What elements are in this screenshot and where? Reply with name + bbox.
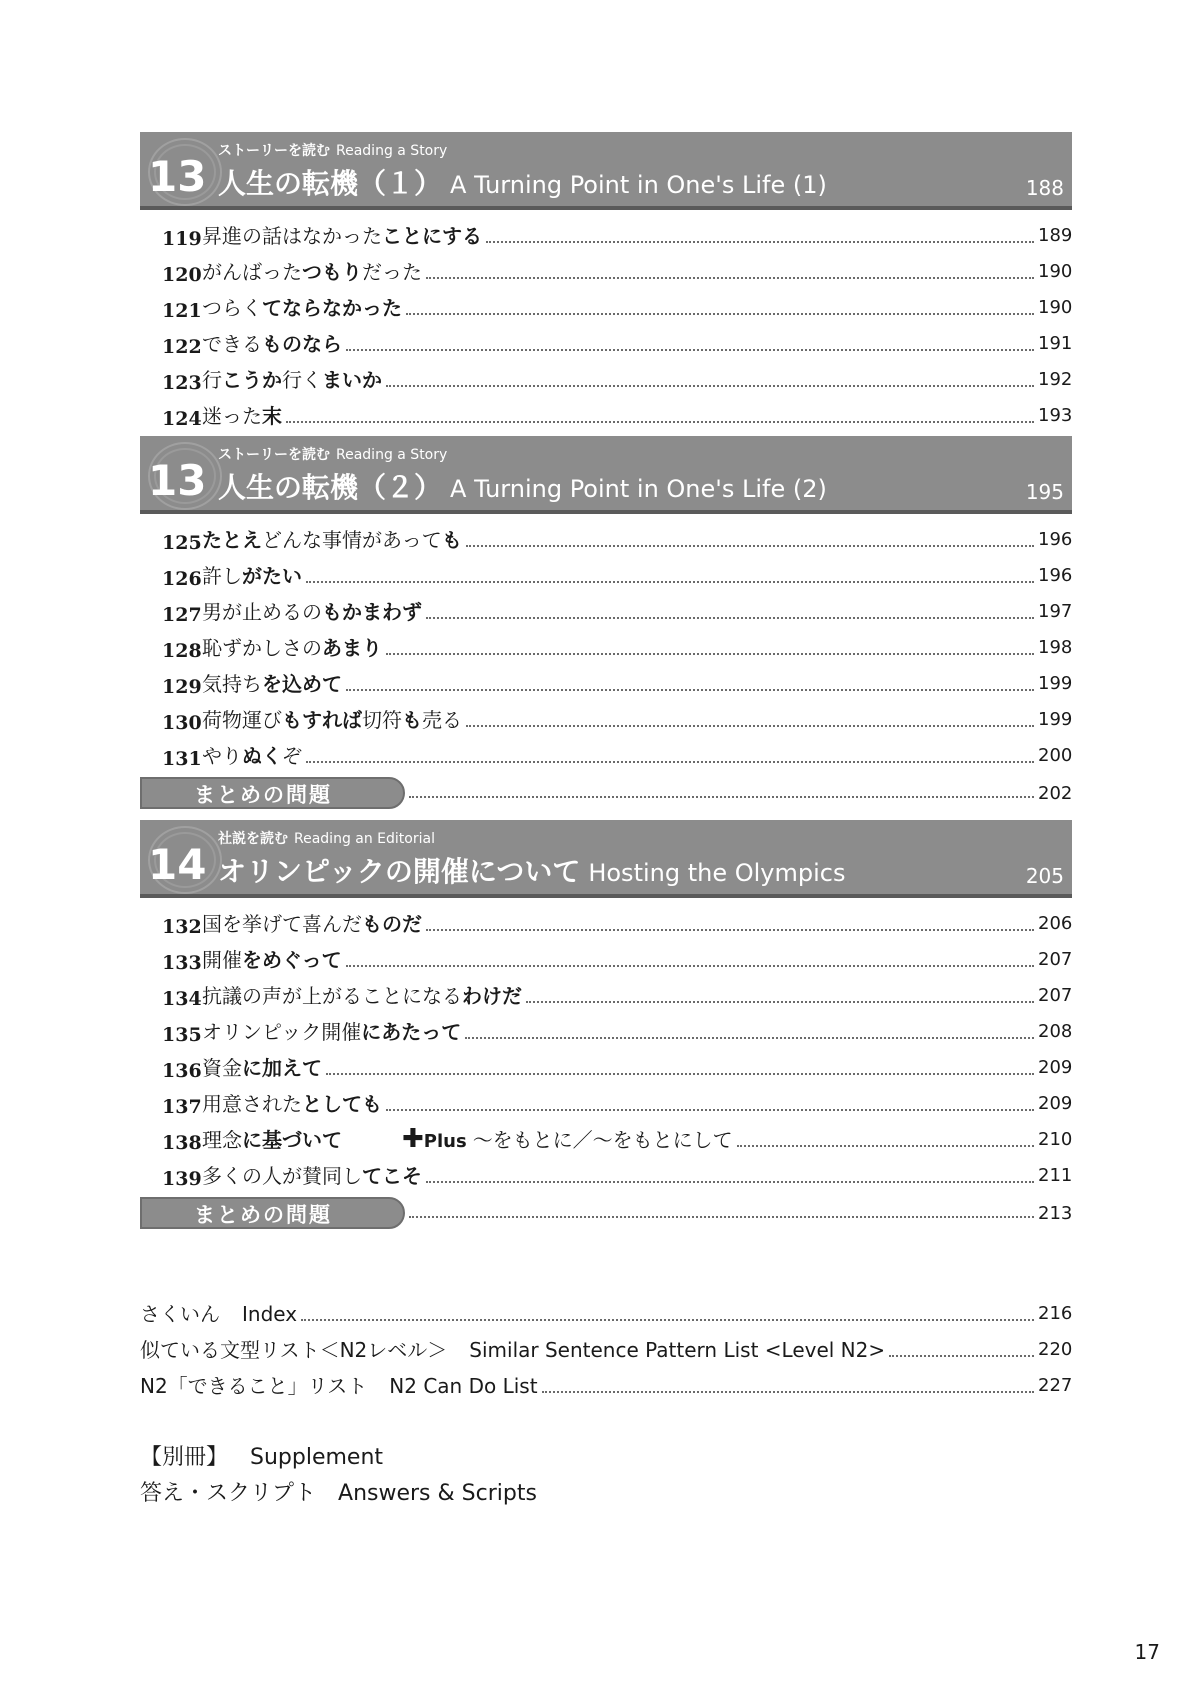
table-of-contents [140, 132, 1072, 1240]
grammar-pattern: もすれば [282, 708, 362, 732]
entry-list [140, 210, 1072, 436]
leader-dots [526, 1001, 1034, 1003]
supplement-line [140, 1476, 537, 1512]
entry-number: 139 [162, 1168, 202, 1190]
entry-page: 207 [1038, 949, 1073, 970]
entry-page: 209 [1038, 1057, 1073, 1078]
review-entry[interactable] [140, 1192, 1072, 1234]
leader-dots [346, 689, 1034, 691]
toc-entry[interactable] [140, 734, 1072, 770]
grammar-pattern: がたい [242, 564, 302, 588]
appendix-entry[interactable] [140, 1364, 1072, 1400]
example-text: がんばった [202, 260, 302, 284]
example-text: だった [362, 260, 422, 284]
chapter-page: 195 [1025, 480, 1064, 504]
example-text: 開催 [202, 948, 242, 972]
toc-entry[interactable] [140, 938, 1072, 974]
toc-entry[interactable] [140, 626, 1072, 662]
plus-note [402, 1124, 467, 1154]
appendix-en: N2 Can Do List [389, 1374, 538, 1398]
entry-page: 211 [1038, 1165, 1073, 1186]
leader-dots [466, 545, 1034, 547]
appendix-entry[interactable] [140, 1292, 1072, 1328]
entry-page: 190 [1038, 261, 1073, 282]
leader-dots [889, 1355, 1034, 1357]
entry-number: 136 [162, 1060, 202, 1082]
leader-dots [409, 1216, 1034, 1218]
chapter-kind-en: Reading an Editorial [294, 831, 435, 847]
entry-number: 129 [162, 676, 202, 698]
grammar-pattern: に基づいて [242, 1128, 342, 1152]
leader-dots [426, 277, 1034, 279]
grammar-pattern: ぬく [242, 744, 282, 768]
leader-dots [426, 929, 1034, 931]
entry-number: 119 [162, 228, 202, 250]
grammar-pattern: わけだ [462, 984, 522, 1008]
example-text: 昇進の話はなかった [202, 224, 382, 248]
entry-number: 123 [162, 372, 202, 394]
leader-dots [737, 1145, 1034, 1147]
chapter-title-ja: オリンピックの開催について [218, 855, 581, 888]
entry-text [202, 982, 522, 1010]
plus-icon: ✚ [402, 1124, 424, 1154]
entry-number: 133 [162, 952, 202, 974]
appendix-page: 220 [1038, 1339, 1073, 1360]
entry-text [202, 258, 422, 286]
example-text: 気持ち [202, 672, 262, 696]
entry-text [202, 670, 342, 698]
leader-dots [306, 761, 1034, 763]
entry-page: 198 [1038, 637, 1073, 658]
supplement-line [140, 1440, 537, 1476]
grammar-pattern: たとえ [202, 528, 262, 552]
example-text: 行 [202, 368, 222, 392]
toc-entry[interactable] [140, 358, 1072, 394]
leader-dots [301, 1319, 1034, 1321]
leader-dots [466, 725, 1034, 727]
chapter-title-ja: 人生の転機（２） [218, 471, 443, 504]
chapter-number: 13 [148, 456, 207, 505]
example-text: 恥ずかしさの [202, 636, 322, 660]
chapter-header [140, 436, 1072, 514]
chapter-title-en: A Turning Point in One's Life (2) [450, 475, 827, 503]
toc-entry[interactable] [140, 322, 1072, 358]
chapter-number: 14 [148, 840, 207, 889]
example-text: やり [202, 744, 242, 768]
entry-number: 138 [162, 1132, 202, 1154]
appendix-page: 216 [1038, 1303, 1073, 1324]
entry-page: 197 [1038, 601, 1073, 622]
leader-dots [406, 313, 1034, 315]
grammar-pattern: ものなら [262, 332, 342, 356]
appendix-list [140, 1292, 1072, 1400]
entry-page: 208 [1038, 1021, 1073, 1042]
supplement-section [140, 1440, 537, 1512]
leader-dots [306, 581, 1034, 583]
chapter-title [218, 468, 827, 509]
chapter-page: 188 [1025, 176, 1064, 200]
chapter-kind-ja: ストーリーを読む [218, 447, 330, 463]
entry-text [202, 1054, 322, 1082]
entry-list [140, 514, 1072, 820]
example-text: できる [202, 332, 262, 356]
page-number: 17 [1134, 1640, 1160, 1664]
appendix-ja: さくいん [140, 1302, 220, 1326]
grammar-pattern: もかまわず [322, 600, 422, 624]
appendix-ja: 似ている文型リスト＜N2レベル＞ [140, 1338, 448, 1362]
chapter-title [218, 852, 845, 893]
review-page: 213 [1038, 1202, 1073, 1224]
grammar-pattern: にあたって [361, 1020, 462, 1044]
entry-page: 196 [1038, 529, 1073, 550]
chapter-title-en: Hosting the Olympics [588, 859, 846, 887]
entry-number: 135 [162, 1024, 202, 1046]
supplement-ja: 【別冊】 [140, 1445, 229, 1470]
chapter-title-ja: 人生の転機（１） [218, 167, 443, 200]
entry-page: 192 [1038, 369, 1073, 390]
example-text: 男が止めるの [202, 600, 322, 624]
entry-text [202, 526, 462, 554]
entry-text [202, 598, 422, 626]
entry-text [202, 366, 382, 394]
toc-entry[interactable] [140, 662, 1072, 698]
entry-number: 134 [162, 988, 202, 1010]
example-text: つらく [202, 296, 262, 320]
example-text: 荷物運び [202, 708, 282, 732]
entry-text [202, 222, 482, 250]
entry-page: 193 [1038, 405, 1073, 426]
entry-text [202, 742, 302, 770]
leader-dots [465, 1037, 1034, 1039]
review-label: まとめの問題 [140, 777, 405, 809]
chapter-number: 13 [148, 152, 207, 201]
leader-dots [386, 385, 1034, 387]
toc-entry[interactable] [140, 590, 1072, 626]
grammar-pattern: てこそ [362, 1164, 422, 1188]
leader-dots [286, 421, 1034, 423]
entry-number: 120 [162, 264, 202, 286]
example-text: 行く [282, 368, 322, 392]
example-text: 売る [422, 708, 462, 732]
entry-text [202, 634, 382, 662]
entry-number: 132 [162, 916, 202, 938]
chapter-kind-en: Reading a Story [336, 447, 448, 463]
entry-page: 199 [1038, 709, 1073, 730]
leader-dots [386, 653, 1034, 655]
example-text: 資金 [202, 1056, 242, 1080]
entry-number: 125 [162, 532, 202, 554]
grammar-pattern: ことにする [382, 224, 482, 248]
toc-entry[interactable] [140, 286, 1072, 322]
toc-entry[interactable] [140, 518, 1072, 554]
toc-entry[interactable] [140, 394, 1072, 430]
toc-entry[interactable] [140, 974, 1072, 1010]
chapter-kind [218, 140, 447, 160]
toc-entry[interactable] [140, 902, 1072, 938]
toc-entry[interactable] [140, 1046, 1072, 1082]
leader-dots [346, 349, 1034, 351]
entry-text [202, 1018, 461, 1046]
grammar-pattern: つもり [302, 260, 362, 284]
entry-number: 122 [162, 336, 202, 358]
leader-dots [386, 1109, 1034, 1111]
example-text: 迷った [202, 404, 262, 428]
entry-page: 199 [1038, 673, 1073, 694]
appendix-text [140, 1372, 538, 1400]
entry-page: 209 [1038, 1093, 1073, 1114]
toc-entry[interactable] [140, 1118, 1072, 1154]
entry-text [202, 910, 422, 938]
leader-dots [486, 241, 1034, 243]
toc-entry[interactable] [140, 214, 1072, 250]
entry-text [202, 1162, 422, 1190]
chapter-kind-en: Reading a Story [336, 143, 448, 159]
entry-number: 130 [162, 712, 202, 734]
chapter-page: 205 [1025, 864, 1064, 888]
supplement-en: Supplement [250, 1445, 384, 1470]
leader-dots [326, 1073, 1034, 1075]
entry-number: 121 [162, 300, 202, 322]
grammar-pattern: を込めて [262, 672, 342, 696]
example-text: どんな事情があって [262, 528, 442, 552]
entry-text [202, 562, 302, 590]
example-text: 用意された [202, 1092, 302, 1116]
leader-dots [426, 1181, 1034, 1183]
entry-text [202, 1126, 342, 1154]
grammar-pattern: も [402, 708, 422, 732]
review-page: 202 [1038, 782, 1073, 804]
review-label: まとめの問題 [140, 1197, 405, 1229]
chapter-kind [218, 444, 447, 464]
grammar-pattern: も [441, 528, 462, 552]
review-entry[interactable] [140, 772, 1072, 814]
grammar-pattern: てならなかった [262, 296, 402, 320]
chapter-kind-ja: ストーリーを読む [218, 143, 330, 159]
entry-page: 206 [1038, 913, 1073, 934]
plus-text: ～をもとに／～をもとにして [472, 1128, 733, 1152]
grammar-pattern: あまり [322, 636, 382, 660]
entry-page: 190 [1038, 297, 1073, 318]
leader-dots [426, 617, 1034, 619]
chapter-kind [218, 828, 435, 848]
toc-entry[interactable] [140, 698, 1072, 734]
grammar-pattern: こうか [222, 368, 282, 392]
grammar-pattern: としても [302, 1092, 382, 1116]
supplement-ja: 答え・スクリプト [140, 1481, 317, 1506]
entry-list [140, 898, 1072, 1240]
toc-entry[interactable] [140, 554, 1072, 590]
entry-number: 126 [162, 568, 202, 590]
entry-number: 128 [162, 640, 202, 662]
appendix-en: Similar Sentence Pattern List <Level N2> [469, 1338, 886, 1362]
example-text: ぞ [282, 744, 302, 768]
entry-page: 207 [1038, 985, 1073, 1006]
chapter-title-en: A Turning Point in One's Life (1) [450, 171, 827, 199]
supplement-en: Answers & Scripts [338, 1481, 537, 1506]
grammar-pattern: ものだ [362, 912, 422, 936]
appendix-page: 227 [1038, 1375, 1073, 1396]
chapter-header [140, 132, 1072, 210]
entry-text [202, 294, 402, 322]
toc-entry[interactable] [140, 1010, 1072, 1046]
entry-number: 124 [162, 408, 202, 430]
example-text: 抗議の声が上がることになる [202, 984, 462, 1008]
entry-page: 196 [1038, 565, 1073, 586]
leader-dots [542, 1391, 1034, 1393]
leader-dots [346, 965, 1034, 967]
entry-page: 191 [1038, 333, 1073, 354]
toc-entry[interactable] [140, 1154, 1072, 1190]
example-text: 切符 [362, 708, 402, 732]
entry-number: 137 [162, 1096, 202, 1118]
entry-text [202, 706, 462, 734]
entry-page: 200 [1038, 745, 1073, 766]
entry-number: 127 [162, 604, 202, 626]
toc-entry[interactable] [140, 1082, 1072, 1118]
chapter-title [218, 164, 827, 205]
example-text: オリンピック開催 [202, 1020, 362, 1044]
example-text: 理念 [202, 1128, 242, 1152]
example-text: 国を挙げて喜んだ [202, 912, 362, 936]
appendix-ja: N2「できること」リスト [140, 1374, 368, 1398]
appendix-en: Index [242, 1302, 298, 1326]
chapter-header [140, 820, 1072, 898]
entry-text [202, 402, 282, 430]
entry-page: 210 [1038, 1129, 1073, 1150]
grammar-pattern: 末 [262, 404, 282, 428]
entry-number: 131 [162, 748, 202, 770]
example-text: 多くの人が賛同し [202, 1164, 362, 1188]
plus-label: Plus [423, 1131, 467, 1152]
grammar-pattern: まいか [322, 368, 382, 392]
entry-text [202, 1090, 382, 1118]
appendix-entry[interactable] [140, 1328, 1072, 1364]
appendix-text [140, 1336, 885, 1364]
example-text: 許し [202, 564, 242, 588]
grammar-pattern: に加えて [242, 1056, 322, 1080]
appendix-text [140, 1300, 297, 1328]
leader-dots [409, 796, 1034, 798]
toc-entry[interactable] [140, 250, 1072, 286]
entry-text [202, 330, 342, 358]
grammar-pattern: をめぐって [242, 948, 342, 972]
entry-page: 189 [1038, 225, 1073, 246]
chapter-kind-ja: 社説を読む [218, 831, 288, 847]
entry-text [202, 946, 342, 974]
